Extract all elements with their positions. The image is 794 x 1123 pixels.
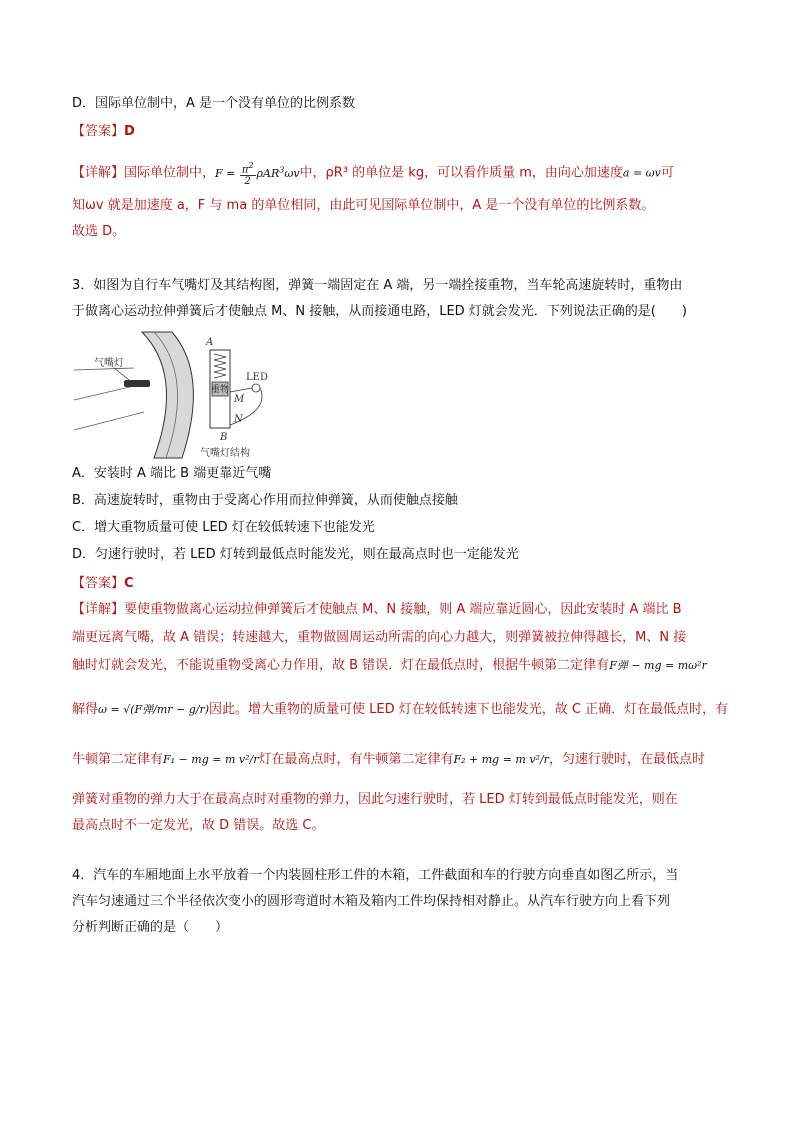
q3-detail-line2: 端更远离气嘴，故 A 错误；转速越大，重物做圆周运动所需的向心力越大，则弹簧被拉伸得越长，M、N 接 (72, 630, 687, 645)
detail-text: 国际单位制中， (124, 165, 216, 181)
q2-answer (72, 122, 724, 142)
formula-f1: F₁ − mg = m v²/r (163, 753, 259, 766)
q3-option-a: A．安装时 A 端比 B 端更靠近气嘴 (72, 466, 272, 481)
label-b: B (220, 432, 228, 443)
detail-text: 可 (660, 165, 674, 181)
q3-answer (72, 574, 724, 594)
detail-label: 【详解】 (72, 602, 125, 617)
spoke (74, 386, 134, 400)
q4-stem-line1: 4．汽车的车厢地面上水平放着一个内装圆柱形工件的木箱，工件截面和车的行驶方向垂直如图乙所示，当 (72, 868, 679, 883)
spring-icon (214, 354, 226, 378)
q3-detail-line1 (72, 600, 724, 620)
label-m: M (234, 394, 245, 405)
q2-option-d: D．国际单位制中，A 是一个没有单位的比例系数 (72, 96, 356, 111)
formula-f2: F₂ + mg = m v²/r (453, 753, 549, 766)
spoke (74, 412, 144, 430)
formula-newton-bottom: F弹 − mg = mω²r (609, 659, 707, 672)
detail-label: 【详解】 (72, 165, 125, 181)
q3-option-b: B．高速旋转时，重物由于受离心作用而拉伸弹簧，从而使触点接触 (72, 493, 458, 508)
detail-text: 牛顿第二定律有 (72, 752, 164, 767)
q3-detail-line6: 弹簧对重物的弹力大于在最高点时对重物的弹力，因此匀速行驶时，若 LED 灯转到最低点时能发光，则在 (72, 792, 678, 807)
answer-value: D (124, 124, 135, 139)
leader-line (114, 368, 129, 380)
q3-stem-line1: 3．如图为自行车气嘴灯及其结构图，弹簧一端固定在 A 端，另一端拴接重物，当车轮高速旋转时，重物由 (72, 278, 683, 293)
q3-detail-line7: 最高点时不一定发光，故 D 错误。故选 C。 (72, 818, 325, 833)
detail-text: ，匀速行驶时，在最低点时 (548, 752, 705, 767)
q2-detail-line3: 故选 D。 (72, 224, 126, 239)
label-a: A (206, 337, 214, 348)
q4-stem-line2: 汽车匀速通过三个半径依次变小的圆形弯道时木箱及箱内工件均保持相对静止。从汽车行驶方向上看下列 (72, 894, 671, 909)
label-weight: 重物 (211, 385, 230, 395)
q4-stem-line3: 分析判断正确的是（ ） (72, 920, 229, 935)
answer-label: 【答案】 (72, 576, 125, 591)
label-led: LED (246, 372, 268, 383)
detail-text: 触时灯就会发光，不能说重物受离心力作用，故 B 错误．灯在最低点时，根据牛顿第二定律有 (72, 658, 610, 673)
q3-option-d: D．匀速行驶时，若 LED 灯转到最低点时能发光，则在最高点时也一定能发光 (72, 547, 519, 562)
led-icon (252, 384, 260, 392)
valve-light-diagram (74, 330, 274, 460)
q3-detail-line4 (72, 700, 729, 720)
q2-detail-line1 (72, 160, 724, 187)
valve-light-figure (74, 330, 274, 460)
q3-stem-line2: 于做离心运动拉伸弹簧后才使触点 M、N 接触，从而接通电路，LED 灯就会发光．下列说法正确的是( ) (72, 304, 687, 319)
valve-light-body (124, 380, 150, 387)
detail-text: 因此。增大重物的质量可使 LED 灯在较低转速下也能发光，故 C 正确．灯在最低点时，有 (209, 702, 729, 717)
valve-light-label: 气嘴灯 (94, 358, 124, 369)
formula-a: a = ωv (622, 166, 661, 180)
figure-caption: 气嘴灯结构 (200, 448, 250, 459)
formula-omega: ω = √(F弹/mr − g/r) (98, 703, 210, 716)
detail-text: 要使重物做离心运动拉伸弹簧后才使触点 M、N 接触，则 A 端应靠近圆心，因此安装时 A 端比 B (124, 602, 682, 617)
answer-label: 【答案】 (72, 124, 125, 139)
q3-detail-line3 (72, 656, 724, 676)
answer-value: C (124, 576, 134, 591)
detail-text: 解得 (72, 702, 99, 717)
detail-text: ρR³ 的单位是 kg，可以看作质量 m，由向心加速度 (325, 165, 623, 181)
q3-option-c: C．增大重物质量可使 LED 灯在较低转速下也能发光 (72, 520, 375, 535)
formula-f: F = $\frac{\pi^2}{2}$ ρAR$^3$ωv (215, 161, 300, 188)
detail-text: 灯在最高点时，有牛顿第二定律有 (258, 752, 454, 767)
label-n: N (234, 414, 243, 425)
detail-text: 中， (299, 165, 326, 181)
q2-detail-line2: 知ωv 就是加速度 a，F 与 ma 的单位相同，由此可见国际单位制中，A 是一个没有单位的比例系数。 (72, 198, 655, 213)
q3-detail-line5 (72, 750, 724, 770)
